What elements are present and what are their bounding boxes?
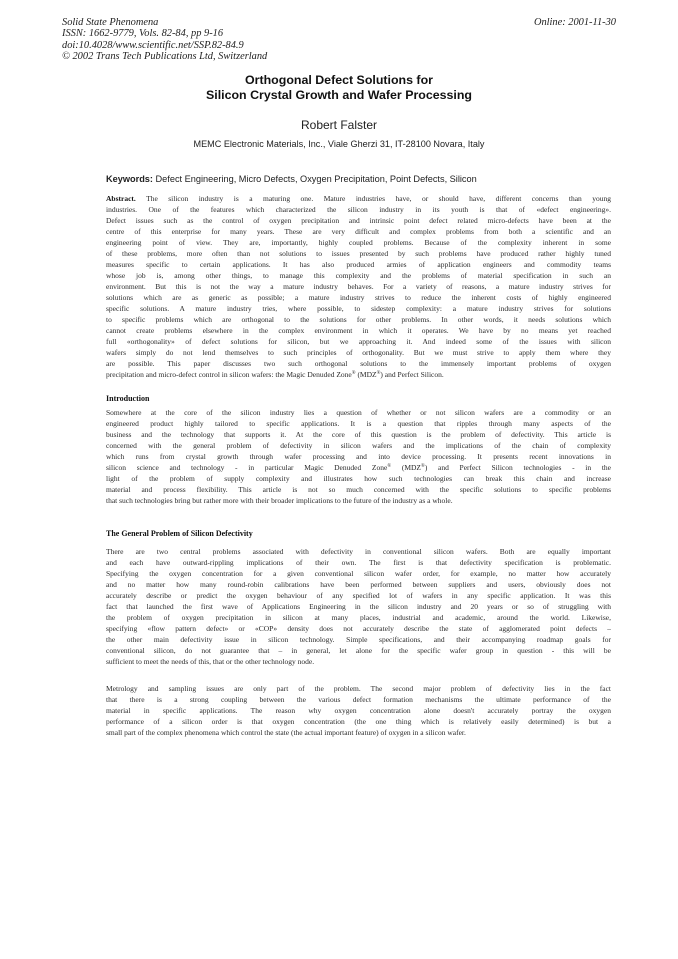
paper-title bbox=[0, 73, 678, 103]
text-line: are possible. This paper discusses two such orthogonal solutions to the immensely important problems of oxygen bbox=[106, 359, 611, 368]
text-line: centre of this enterprise for many years. These are very difficult and complex problems from both a scientific and an bbox=[106, 227, 611, 236]
affiliation: MEMC Electronic Materials, Inc., Viale Gherzi 31, IT-28100 Novara, Italy bbox=[193, 139, 485, 149]
text-line: environment. But this is not the way a mature industry behaves. For a variety of reasons, a mature industry strives for bbox=[106, 282, 611, 291]
journal-name: Solid State Phenomena bbox=[62, 17, 159, 28]
author-name: Robert Falster bbox=[300, 118, 378, 132]
title-line: Orthogonal Defect Solutions for bbox=[245, 73, 433, 87]
text-line: full «orthogonality» of defect solutions for silicon, but we approaching it. And indeed some of the issues with silicon bbox=[106, 337, 611, 346]
text-line bbox=[106, 193, 611, 204]
text-line: business and the technology that supports it. At the core of this question is the problem of defectivity. This article is bbox=[106, 430, 611, 439]
text-line: solutions which are as generic as possible; a mature industry strives to reduce the inherent costs of highly engineered bbox=[106, 293, 611, 302]
title-line: Silicon Crystal Growth and Wafer Processing bbox=[206, 88, 472, 102]
text-line: industries. One of the features which characterized the silicon industry in its youth is that of «defect engineering». bbox=[106, 205, 611, 214]
text-line: engineering point of view. They are, importantly, highly coupled problems. Because of the complexity inherent in some bbox=[106, 238, 611, 247]
text-line: There are two central problems associated with defectivity in conventional silicon wafers. Both are equally important bbox=[106, 547, 611, 556]
text-line: Specifying the oxygen concentration for a given conventional silicon wafer order, for example, no matter how accurately bbox=[106, 569, 611, 578]
keywords-label: Keywords: bbox=[106, 174, 153, 184]
online-date: Online: 2001-11-30 bbox=[533, 17, 616, 28]
abstract bbox=[106, 193, 611, 380]
copyright-line: © 2002 Trans Tech Publications Ltd, Switzerland bbox=[62, 50, 268, 62]
text-line-content: The silicon industry is a maturing one. Mature industries have, or should have, different concerns than young bbox=[146, 194, 611, 203]
text-line: to specific problems which are orthogonal to the solutions for other problems. In other words, it needs solutions which bbox=[106, 315, 611, 324]
text-line: engineered product highly tailored to specific applications. It is a question that ripples through many aspects of the bbox=[106, 419, 611, 428]
general-problem-heading: The General Problem of Silicon Defectivity bbox=[106, 529, 253, 538]
text-line: accurately describe or predict the oxygen behaviour of any specified lot of wafers in any specific application. It was this bbox=[106, 591, 611, 600]
abstract-label: Abstract. bbox=[106, 194, 136, 203]
text-line: the problem of oxygen precipitation in silicon at many places, industrial and academic, around the world. Likewise, bbox=[106, 613, 611, 622]
text-line: that such technologies bring but rather more with their broader implications to the future of the industry as a whole. bbox=[106, 496, 453, 505]
introduction-heading: Introduction bbox=[106, 394, 150, 403]
text-line: Metrology and sampling issues are only part of the problem. The second major problem of defectivity lies in the fact bbox=[106, 684, 611, 693]
text-line: Somewhere at the core of the silicon industry lies a question of whether or not silicon wafers are a commodity or an bbox=[106, 408, 611, 417]
text-line: small part of the complex phenomena which control the state (the actual important feature) of oxygen in a silicon wafer. bbox=[106, 728, 466, 737]
text-line: cannot create problems elsewhere in the complex environment in which it operates. We have by no means yet reached bbox=[106, 326, 611, 335]
text-line: material and process flexibility. This article is not so much concerned with the specific solutions to specific problems bbox=[106, 485, 611, 494]
text-line: wafers simply do not lend themselves to such principles of orthogonality. But we must strive to apply them where they bbox=[106, 348, 611, 357]
text-line: light of the problem of supply complexity and illustrates how such technologies can break this chain and increase bbox=[106, 474, 611, 483]
text-line: measures specific to certain applications. It has also produced armies of application engineers and commodity teams bbox=[106, 260, 611, 269]
issn-line: ISSN: 1662-9779, Vols. 82-84, pp 9-16 bbox=[62, 28, 224, 40]
text-line: precipitation and micro-defect control in silicon wafers: the Magic Denuded Zone® (MDZ®) and Perfect Silicon. bbox=[106, 370, 444, 379]
text-line: whose job is, among other things, to manage this complexity and the problems of material specification in such an bbox=[106, 271, 611, 280]
doi-line: doi:10.4028/www.scientific.net/SSP.82-84.9 bbox=[62, 39, 244, 51]
introduction-body bbox=[106, 407, 611, 506]
text-line: of these problems, more often than not solutions to issues presented by such problems have produced rather highly tuned bbox=[106, 249, 611, 258]
text-line: and each have outward-rippling implications of their own. The first is that defectivity specification is problematic. bbox=[106, 558, 611, 567]
general-problem-paragraph-2 bbox=[106, 683, 611, 738]
text-line: that there is a strong coupling between the various defect formation mechanisms the ultimate performance of the bbox=[106, 695, 611, 704]
text-line: specific solutions. A mature industry tries, where possible, to sidestep complexity: a mature industry strives for solutions bbox=[106, 304, 611, 313]
keywords-text: Defect Engineering, Micro Defects, Oxygen Precipitation, Point Defects, Silicon bbox=[155, 174, 477, 184]
text-line: which runs from crystal growth through wafer processing and into device processing. It presents recent innovations in bbox=[106, 452, 611, 461]
text-line: performance of a silicon order is that oxygen concentration (the one thing which is relatively easily determined) is but a bbox=[106, 717, 611, 726]
text-line: fact that launched the first wave of Applications Engineering in the silicon industry and 20 years or so of struggling with bbox=[106, 602, 611, 611]
text-line: concerned with the general problem of defectivity in silicon wafers and the implications of the chain of complexity bbox=[106, 441, 611, 450]
general-problem-paragraph-1 bbox=[106, 546, 611, 667]
text-line: Defect issues such as the control of oxygen precipitation and intrinsic point defect related micro-defects have been at the bbox=[106, 216, 611, 225]
text-line: material in specific applications. The reason why oxygen concentration alone doesn't accurately portray the oxygen bbox=[106, 706, 611, 715]
text-line: conventional silicon, do not guarantee that – in general, let alone for the specific wafer group in question - this will be bbox=[106, 646, 611, 655]
text-line: specifying «flow pattern defect» or «COP» density does not accurately describe the state of agglomerated point defects – bbox=[106, 624, 611, 633]
text-line: and no matter how many round-robin calibrations have been performed between suppliers and users, obviously does not bbox=[106, 580, 611, 589]
keywords bbox=[106, 174, 626, 184]
text-line: the other main defectivity issue in silicon technology. Simple specifications, and their accompanying roadmap goals for bbox=[106, 635, 611, 644]
text-line: sufficient to meet the needs of this, that or the other technology node. bbox=[106, 657, 315, 666]
text-line: silicon science and technology - in particular Magic Denuded Zone® (MDZ®) and Perfect Silicon technologies - in the bbox=[106, 463, 611, 472]
journal-header bbox=[62, 17, 267, 62]
